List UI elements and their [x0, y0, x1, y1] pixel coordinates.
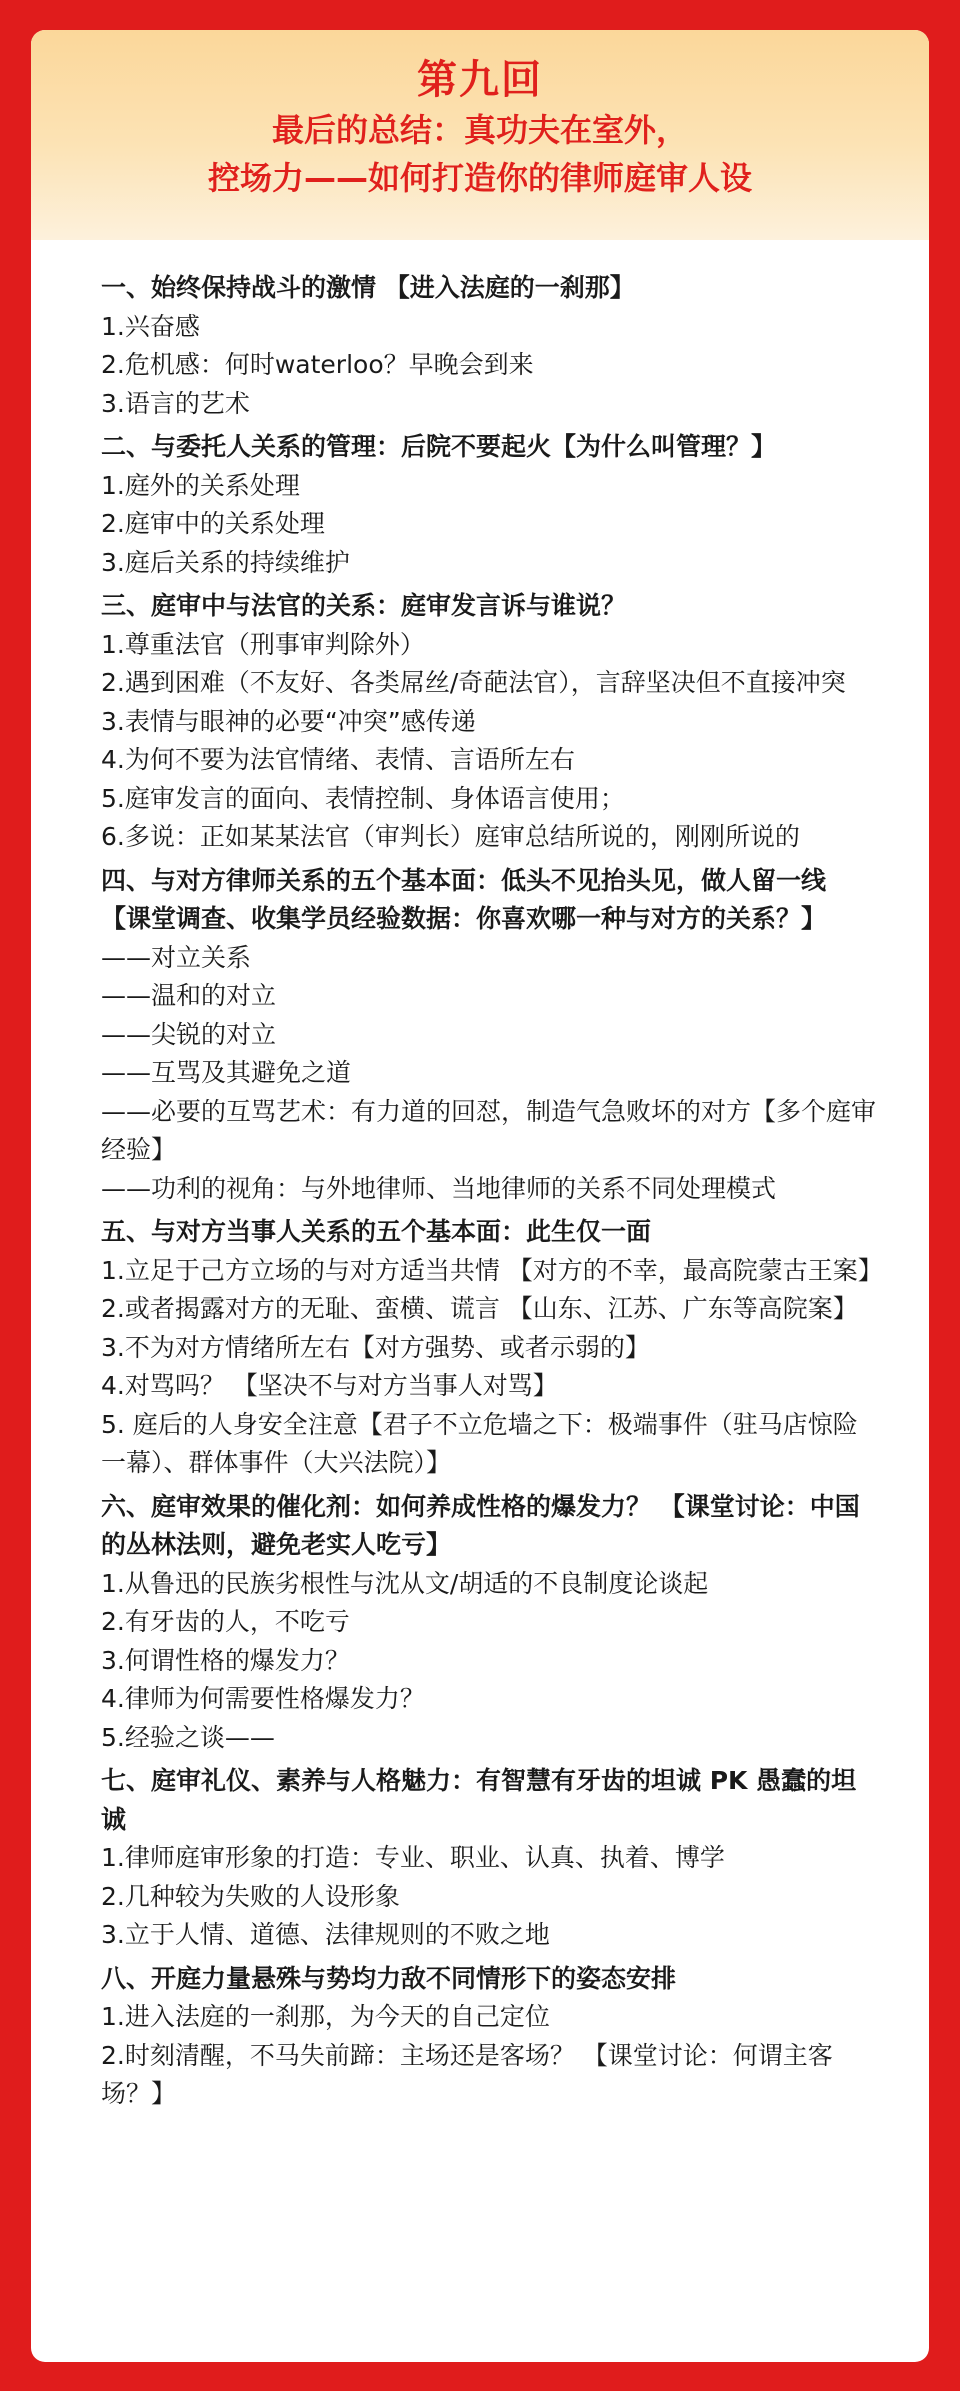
list-item: 3.何谓性格的爆发力？ — [101, 1645, 350, 1675]
list-item: 5.经验之谈—— — [101, 1722, 275, 1752]
section-7 — [101, 1757, 881, 1955]
list-item: 2.有牙齿的人，不吃亏 — [101, 1607, 350, 1636]
section-3 — [101, 582, 881, 857]
list-item: 1.庭外的关系处理 — [101, 470, 300, 500]
section-1 — [101, 264, 881, 423]
list-item: 4.对骂吗？ 【坚决不与对方当事人对骂】 — [101, 1371, 558, 1400]
list-item: 2.遇到困难（不友好、各类屌丝/奇葩法官），言辞坚决但不直接冲突 — [101, 668, 846, 697]
list-item: 3.不为对方情绪所左右【对方强势、或者示弱的】 — [101, 1332, 650, 1362]
list-item: 3.表情与眼神的必要“冲突”感传递 — [101, 706, 476, 736]
list-item: ——温和的对立 — [101, 981, 277, 1010]
list-item: 3.立于人情、道德、法律规则的不败之地 — [101, 1920, 550, 1949]
section-title: 五、与对方当事人关系的五个基本面：此生仅一面 — [101, 1217, 652, 1246]
list-item: 2.或者揭露对方的无耻、蛮横、谎言 【山东、江苏、广东等高院案】 — [101, 1294, 858, 1323]
section-5 — [101, 1208, 881, 1483]
list-item: 3.庭后关系的持续维护 — [101, 547, 350, 577]
list-item: 4.律师为何需要性格爆发力？ — [101, 1684, 425, 1713]
list-item: 2.几种较为失败的人设形象 — [101, 1881, 400, 1911]
section-title: 三、庭审中与法官的关系：庭审发言诉与谁说？ — [101, 591, 627, 620]
section-8 — [101, 1955, 881, 2114]
list-item: ——对立关系 — [101, 942, 252, 972]
list-item: 6.多说：正如某某法官（审判长）庭审总结所说的，刚刚所说的 — [101, 822, 800, 851]
list-item: 4.为何不要为法官情绪、表情、言语所左右 — [101, 745, 575, 774]
list-item: 1.尊重法官（刑事审判除外） — [101, 629, 425, 659]
list-item: ——互骂及其避免之道 — [101, 1058, 352, 1087]
list-item: 1.从鲁迅的民族劣根性与沈从文/胡适的不良制度论谈起 — [101, 1568, 709, 1598]
list-item: 2.时刻清醒，不马失前蹄：主场还是客场？ 【课堂讨论：何谓主客场？】 — [101, 2040, 833, 2108]
list-item: 1.立足于己方立场的与对方适当共情 【对方的不幸，最高院蒙古王案】 — [101, 1255, 883, 1285]
list-item: 3.语言的艺术 — [101, 388, 250, 418]
section-title: 七、庭审礼仪、素养与人格魅力：有智慧有牙齿的坦诚 PK 愚蠢的坦诚 — [101, 1766, 857, 1834]
list-item: 2.庭审中的关系处理 — [101, 509, 325, 538]
outline-body — [31, 240, 929, 2114]
list-item: 1.律师庭审形象的打造：专业、职业、认真、执着、博学 — [101, 1843, 725, 1872]
subtitle-line-2: 控场力——如何打造你的律师庭审人设 — [207, 159, 752, 197]
list-item: ——功利的视角：与外地律师、当地律师的关系不同处理模式 — [101, 1173, 777, 1203]
section-title: 二、与委托人关系的管理：后院不要起火【为什么叫管理？】 — [101, 432, 777, 461]
list-item: 2.危机感：何时waterloo？早晚会到来 — [101, 350, 534, 379]
content-card — [31, 30, 929, 2362]
list-item: ——尖锐的对立 — [101, 1019, 277, 1049]
chapter-header — [31, 30, 929, 240]
list-item: ——必要的互骂艺术：有力道的回怼，制造气急败坏的对方【多个庭审经验】 — [101, 1096, 877, 1164]
list-item: 5.庭审发言的面向、表情控制、身体语言使用； — [101, 783, 625, 813]
subtitle-line-1: 最后的总结：真功夫在室外， — [271, 111, 688, 149]
section-title: 八、开庭力量悬殊与势均力敌不同情形下的姿态安排 — [101, 1963, 677, 1993]
section-title: 四、与对方律师关系的五个基本面：低头不见抬头见，做人留一线 【课堂调查、收集学员经验数据：你喜欢哪一种与对方的关系？】 — [101, 865, 827, 933]
section-4 — [101, 857, 881, 1209]
chapter-title: 第九回 — [417, 57, 543, 103]
section-title: 六、庭审效果的催化剂：如何养成性格的爆发力？ 【课堂讨论：中国的丛林法则，避免老实人吃亏】 — [101, 1491, 860, 1559]
list-item: 5. 庭后的人身安全注意【君子不立危墙之下：极端事件（驻马店惊险一幕）、群体事件（大兴法院）】 — [101, 1409, 858, 1477]
list-item: 1.进入法庭的一刹那，为今天的自己定位 — [101, 2002, 550, 2031]
list-item: 1.兴奋感 — [101, 311, 200, 341]
section-title: 一、始终保持战斗的激情 【进入法庭的一刹那】 — [101, 273, 635, 302]
section-2 — [101, 423, 881, 582]
section-6 — [101, 1483, 881, 1758]
